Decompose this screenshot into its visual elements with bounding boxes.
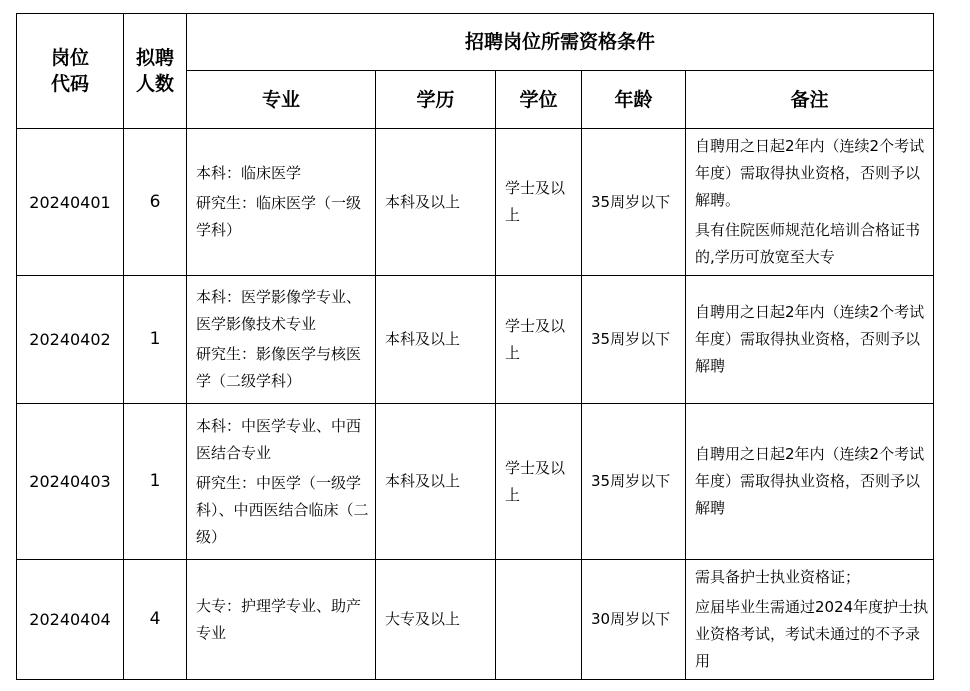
table-row bbox=[17, 276, 934, 404]
remark-line: 应届毕业生需通过2024年度护士执业资格考试，考试未通过的不予录用 bbox=[695, 598, 929, 670]
cell-degree: 学士及以上 bbox=[496, 129, 582, 276]
cell-degree bbox=[496, 560, 582, 680]
cell-code: 20240403 bbox=[17, 404, 124, 560]
cell-code: 20240401 bbox=[17, 129, 124, 276]
remark-line: 需具备护士执业资格证； bbox=[695, 568, 861, 586]
remark-line: 具有住院医师规范化培训合格证书的,学历可放宽至大专 bbox=[695, 221, 921, 266]
cell-remarks bbox=[686, 560, 934, 680]
cell-education: 本科及以上 bbox=[376, 129, 496, 276]
cell-count: 1 bbox=[124, 404, 187, 560]
cell-major bbox=[187, 129, 376, 276]
table-row bbox=[17, 129, 934, 276]
major-line: 本科：中医学专业、中西医结合专业 bbox=[196, 416, 362, 462]
cell-age: 35周岁以下 bbox=[582, 404, 686, 560]
cell-count: 1 bbox=[124, 276, 187, 404]
header-code: 岗位代码 bbox=[17, 14, 124, 129]
table-row bbox=[17, 404, 934, 560]
major-line: 研究生：影像医学与核医学（二级学科） bbox=[196, 345, 362, 390]
header-count: 拟聘人数 bbox=[124, 14, 187, 129]
major-line: 研究生：中医学（一级学科）、中西医结合临床（二级） bbox=[196, 473, 369, 546]
cell-code: 20240404 bbox=[17, 560, 124, 680]
cell-age: 30周岁以下 bbox=[582, 560, 686, 680]
cell-code: 20240402 bbox=[17, 276, 124, 404]
header-age: 年龄 bbox=[582, 71, 686, 129]
header-education: 学历 bbox=[376, 71, 496, 129]
header-major: 专业 bbox=[187, 71, 376, 129]
cell-education: 本科及以上 bbox=[376, 276, 496, 404]
cell-degree: 学士及以上 bbox=[496, 276, 582, 404]
header-degree: 学位 bbox=[496, 71, 582, 129]
cell-remarks bbox=[686, 276, 934, 404]
cell-remarks bbox=[686, 129, 934, 276]
cell-major bbox=[187, 276, 376, 404]
cell-education: 大专及以上 bbox=[376, 560, 496, 680]
cell-major bbox=[187, 404, 376, 560]
header-remarks: 备注 bbox=[686, 71, 934, 129]
major-line: 本科：临床医学 bbox=[196, 164, 302, 182]
cell-degree: 学士及以上 bbox=[496, 404, 582, 560]
remark-line: 自聘用之日起2年内（连续2个考试年度）需取得执业资格，否则予以解聘 bbox=[695, 445, 925, 517]
major-line: 大专：护理学专业、助产专业 bbox=[196, 596, 362, 642]
recruitment-table bbox=[16, 13, 934, 680]
major-line: 研究生：临床医学（一级学科） bbox=[196, 194, 362, 239]
cell-education: 本科及以上 bbox=[376, 404, 496, 560]
cell-age: 35周岁以下 bbox=[582, 129, 686, 276]
cell-remarks bbox=[686, 404, 934, 560]
cell-major bbox=[187, 560, 376, 680]
remark-line: 自聘用之日起2年内（连续2个考试年度）需取得执业资格，否则予以解聘 bbox=[695, 303, 925, 375]
cell-count: 4 bbox=[124, 560, 187, 680]
cell-count: 6 bbox=[124, 129, 187, 276]
header-group: 招聘岗位所需资格条件 bbox=[187, 14, 934, 71]
cell-age: 35周岁以下 bbox=[582, 276, 686, 404]
remark-line: 自聘用之日起2年内（连续2个考试年度）需取得执业资格，否则予以解聘。 bbox=[695, 137, 925, 209]
major-line: 本科：医学影像学专业、医学影像技术专业 bbox=[196, 288, 362, 333]
table-row bbox=[17, 560, 934, 680]
